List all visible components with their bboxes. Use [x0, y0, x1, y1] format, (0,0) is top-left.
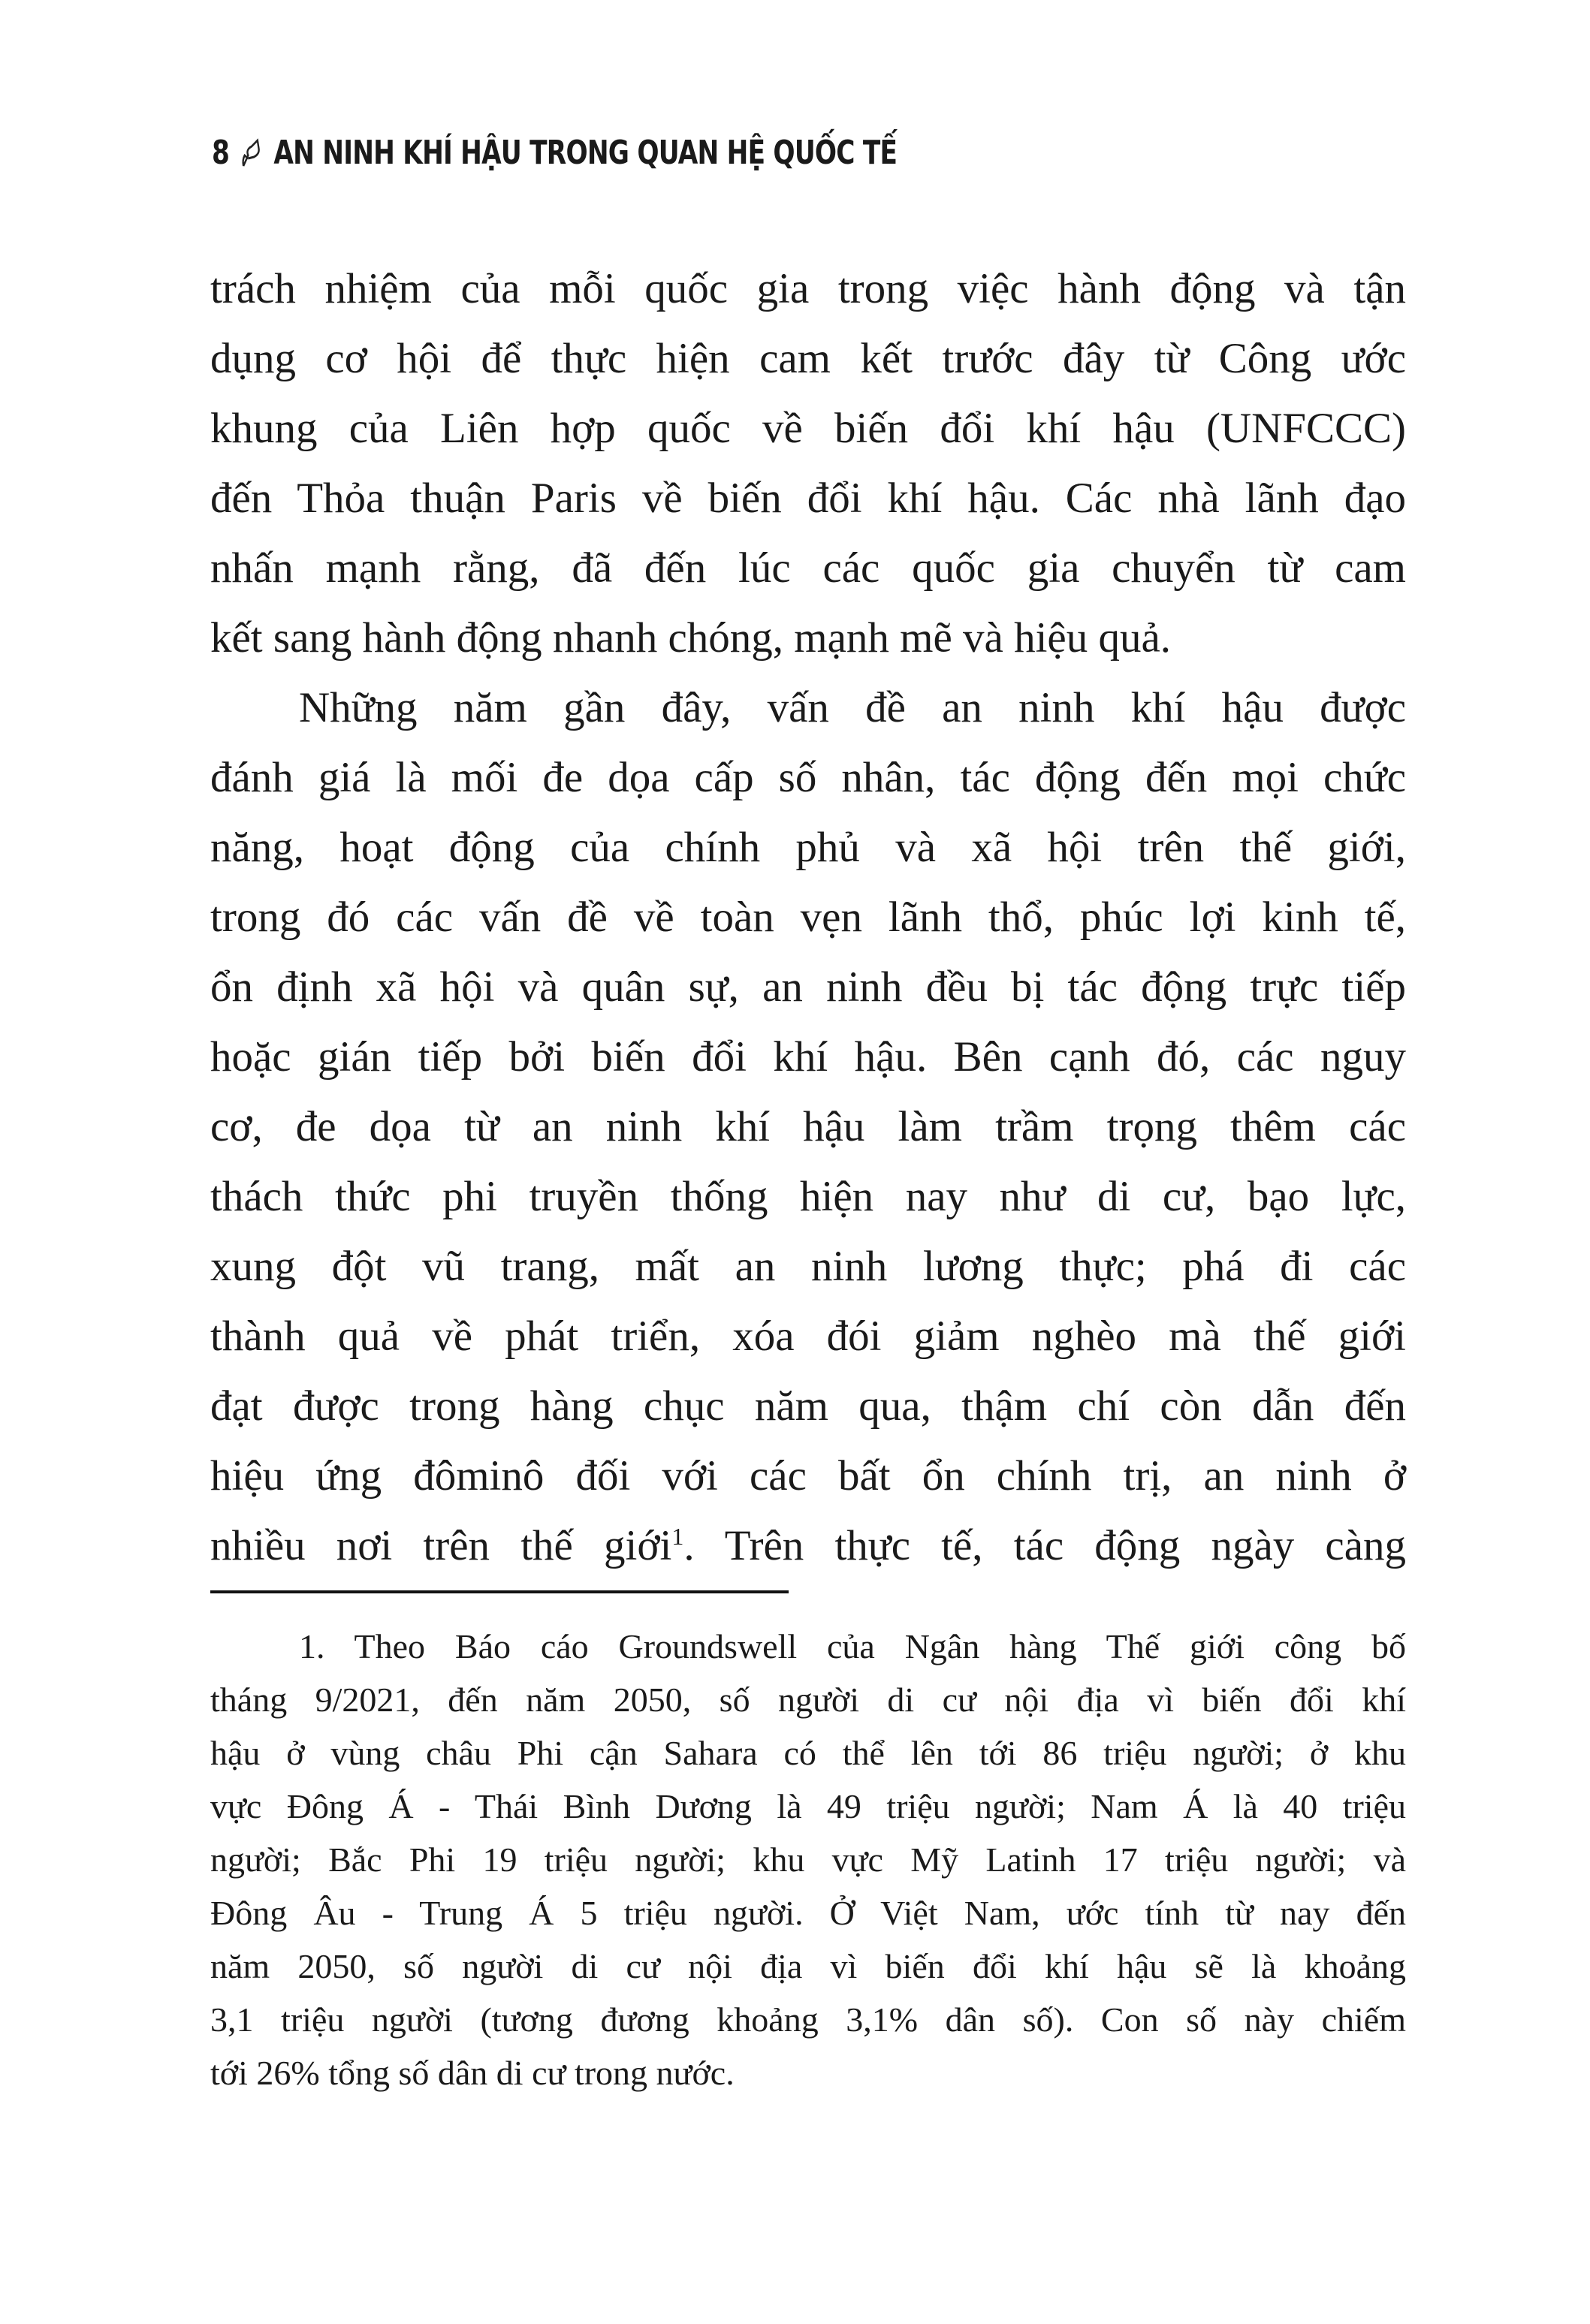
text-line: [210, 1511, 1406, 1581]
body-text: [210, 254, 1406, 1581]
text-segment: nhiều nơi trên thế giới: [210, 1522, 672, 1569]
text-line: trách nhiệm của mỗi quốc gia trong việc hành động và tận: [210, 265, 1406, 312]
text-line: kết sang hành động nhanh chóng, mạnh mẽ và hiệu quả.: [210, 614, 1172, 662]
footnote-line: năm 2050, số người di cư nội địa vì biến đổi khí hậu sẽ là khoảng: [210, 1947, 1406, 1985]
footnote-divider: [210, 1590, 789, 1593]
text-line: thách thức phi truyền thống hiện nay như di cư, bạo lực,: [210, 1173, 1406, 1220]
page-number: 8: [212, 134, 230, 172]
footnote-line: tháng 9/2021, đến năm 2050, số người di cư nội địa vì biến đổi khí: [210, 1680, 1406, 1719]
text-line: thành quả về phát triển, xóa đói giảm nghèo mà thế giới: [210, 1313, 1406, 1360]
text-line: khung của Liên hợp quốc về biến đổi khí hậu (UNFCCC): [210, 405, 1406, 452]
footnote-reference[interactable]: 1: [671, 1523, 684, 1550]
text-line: trong đó các vấn đề về toàn vẹn lãnh thổ, phúc lợi kinh tế,: [210, 894, 1406, 941]
text-segment: . Trên thực tế, tác động ngày càng: [683, 1522, 1406, 1569]
text-line: nhấn mạnh rằng, đã đến lúc các quốc gia chuyển từ cam: [210, 544, 1406, 592]
footnote: [210, 1620, 1406, 2099]
text-line: dụng cơ hội để thực hiện cam kết trước đây từ Công ước: [210, 335, 1406, 382]
leaf-ornament-icon: [240, 136, 263, 170]
text-line: Những năm gần đây, vấn đề an ninh khí hậu được: [299, 684, 1406, 731]
footnote-line: tới 26% tổng số dân di cư trong nước.: [210, 2054, 735, 2092]
text-line: đến Thỏa thuận Paris về biến đổi khí hậu. Các nhà lãnh đạo: [210, 475, 1406, 522]
text-line: hoặc gián tiếp bởi biến đổi khí hậu. Bên cạnh đó, các nguy: [210, 1033, 1406, 1081]
footnote-line: hậu ở vùng châu Phi cận Sahara có thể lên tới 86 triệu người; ở khu: [210, 1734, 1406, 1772]
footnote-line: 3,1 triệu người (tương đương khoảng 3,1% dân số). Con số này chiếm: [210, 2000, 1406, 2039]
footnote-line: người; Bắc Phi 19 triệu người; khu vực Mỹ Latinh 17 triệu người; và: [210, 1840, 1406, 1879]
text-line: hiệu ứng đôminô đối với các bất ổn chính trị, an ninh ở: [210, 1452, 1406, 1500]
text-line: đạt được trong hàng chục năm qua, thậm chí còn dẫn đến: [210, 1382, 1406, 1430]
running-header: [212, 134, 897, 172]
text-line: năng, hoạt động của chính phủ và xã hội trên thế giới,: [210, 824, 1406, 871]
text-line: xung đột vũ trang, mất an ninh lương thực; phá đi các: [210, 1243, 1406, 1290]
header-title: AN NINH KHÍ HẬU TRONG QUAN HỆ QUỐC TẾ: [273, 134, 898, 172]
footnote-line: Đông Âu - Trung Á 5 triệu người. Ở Việt Nam, ước tính từ nay đến: [210, 1894, 1406, 1932]
footnote-line: vực Đông Á - Thái Bình Dương là 49 triệu người; Nam Á là 40 triệu: [210, 1787, 1406, 1825]
text-line: cơ, đe dọa từ an ninh khí hậu làm trầm trọng thêm các: [210, 1103, 1406, 1150]
footnote-line: 1. Theo Báo cáo Groundswell của Ngân hàng Thế giới công bố: [299, 1627, 1406, 1665]
text-line: đánh giá là mối đe dọa cấp số nhân, tác động đến mọi chức: [210, 754, 1406, 801]
text-line: ổn định xã hội và quân sự, an ninh đều bị tác động trực tiếp: [210, 963, 1406, 1011]
